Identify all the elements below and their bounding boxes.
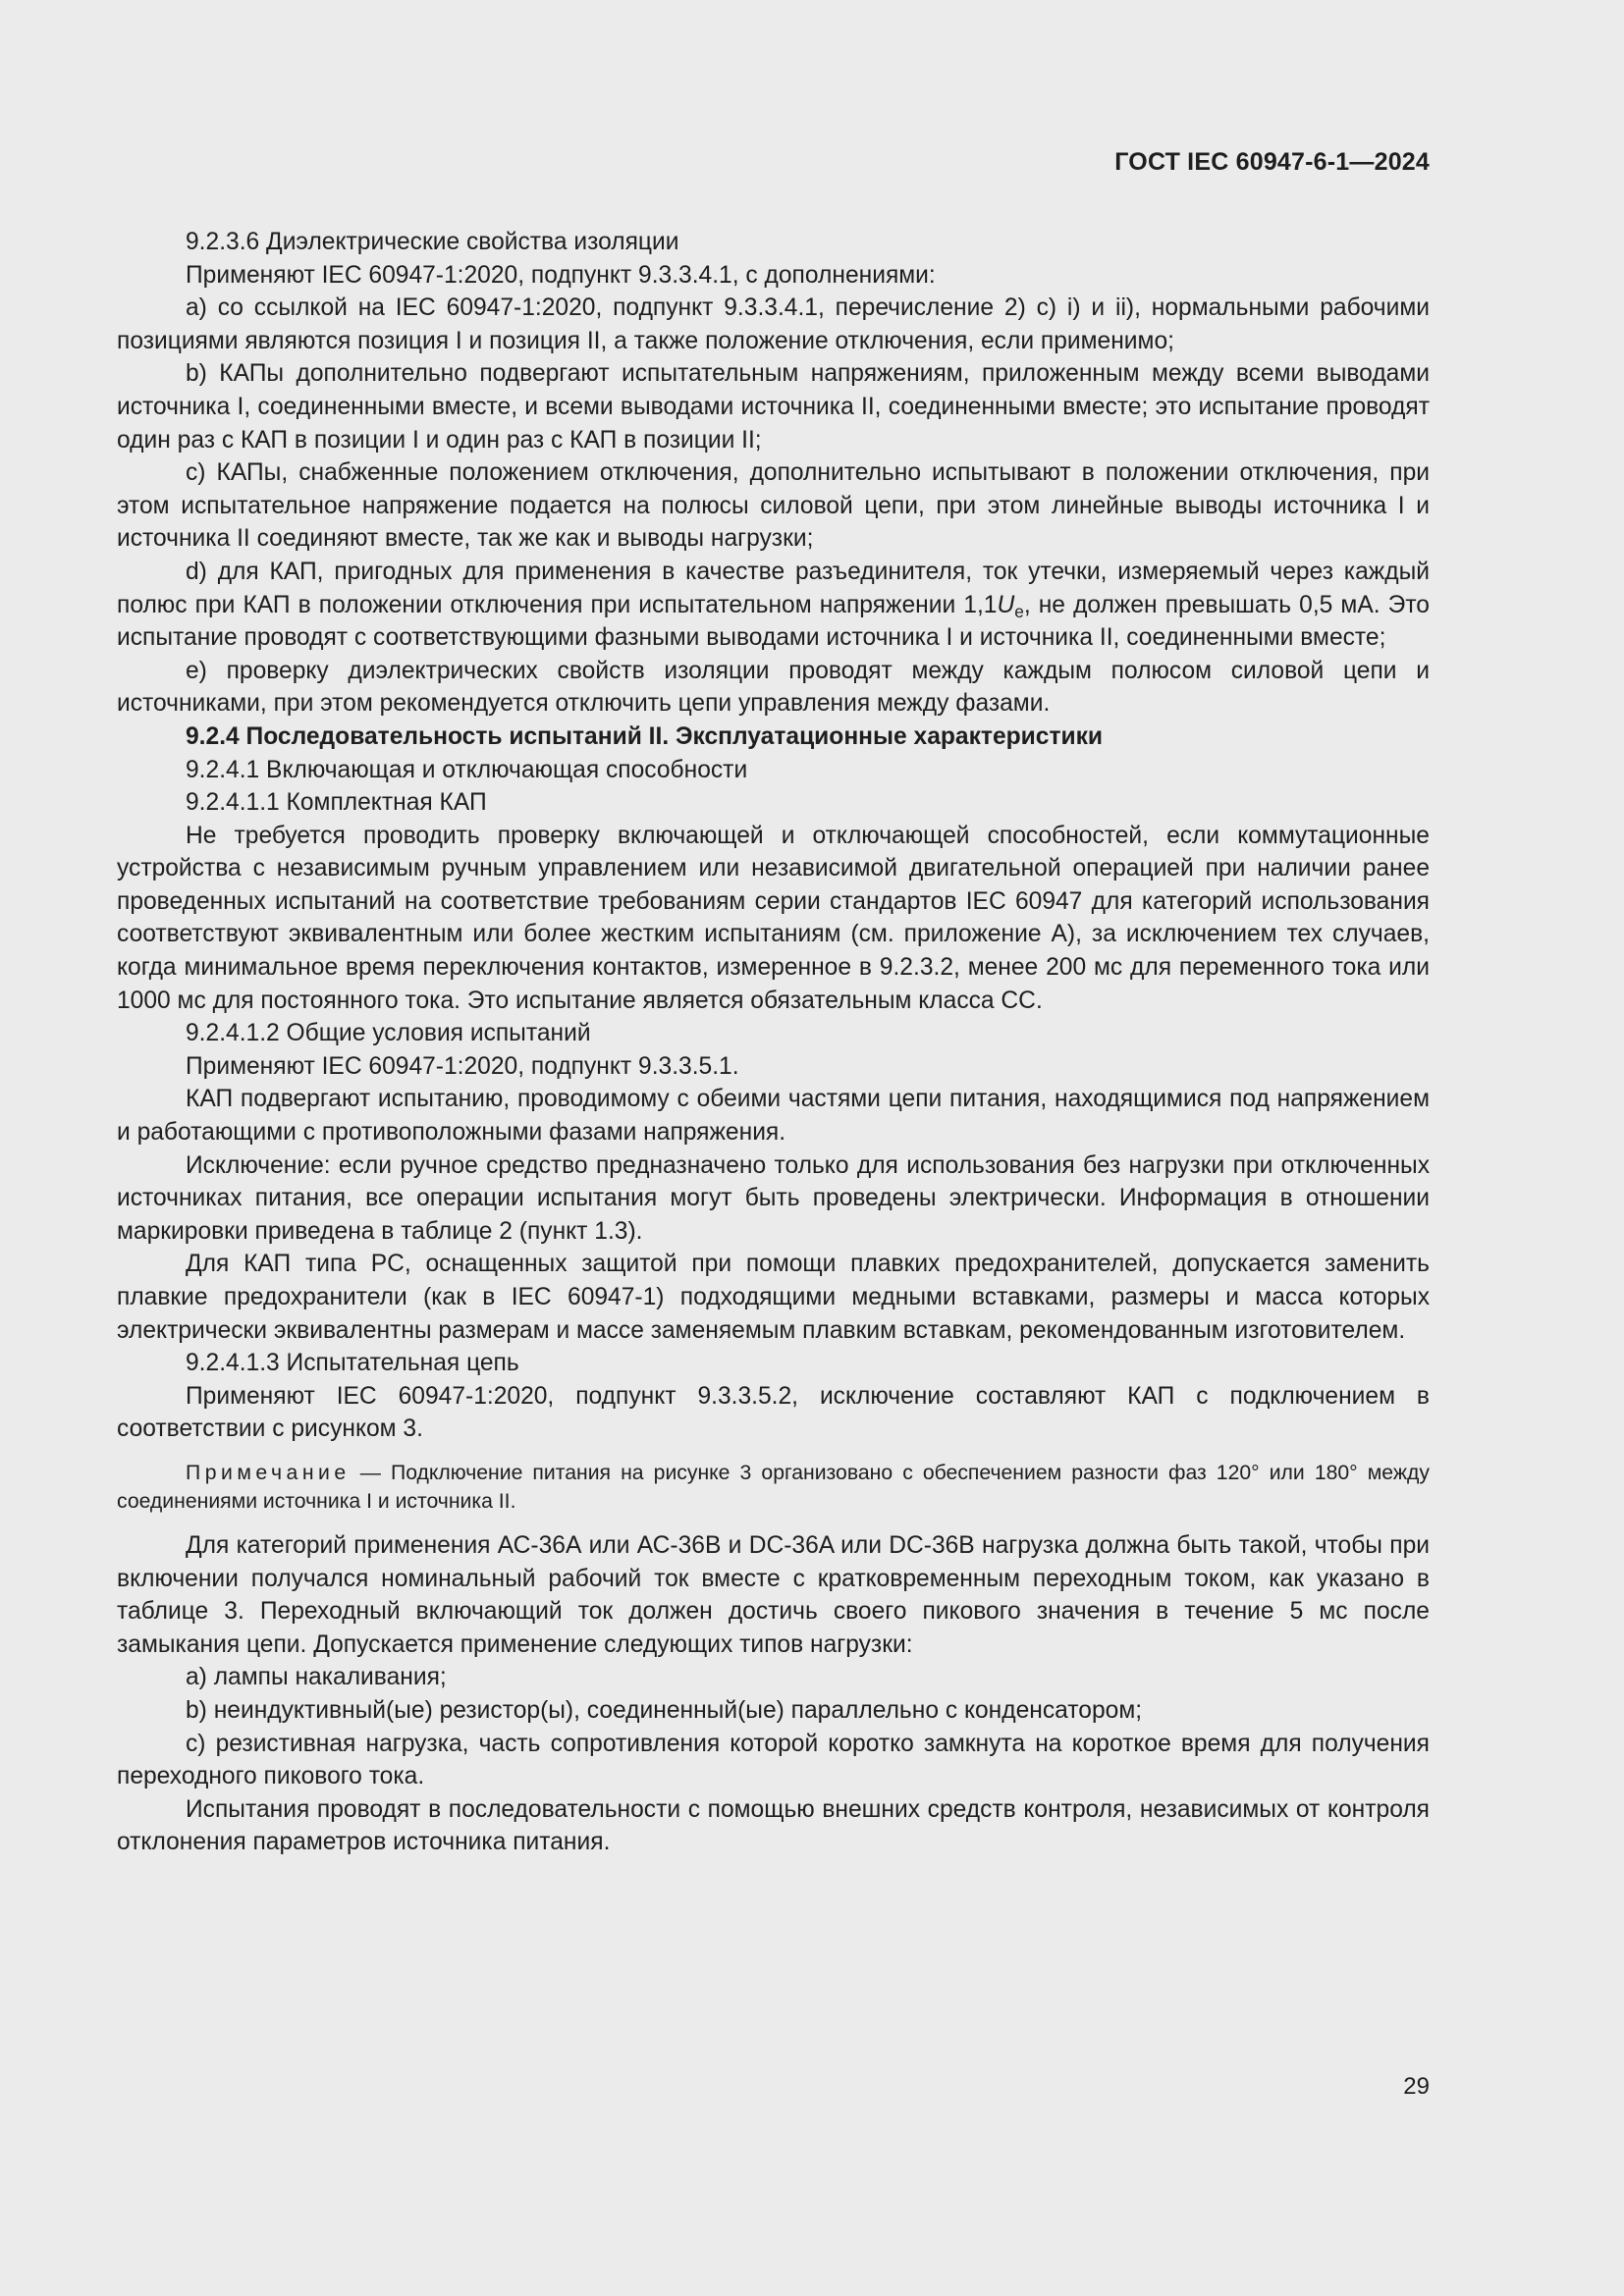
paragraph: Исключение: если ручное средство предназначено только для использования без нагрузки при отключенных источниках питания, все операции испытания могут быть проведены электрически. Информация в отношении маркировки приведена в таблице 2 (пункт 1.3). (117, 1151, 1430, 1245)
clause-heading-9-2-4-1-3: 9.2.4.1.3 Испытательная цепь (186, 1350, 519, 1377)
list-item-e: e) проверку диэлектрических свойств изоляции проводят между каждым полюсом силовой цепи и источниками, при этом рекомендуется отключить цепи управления между фазами. (117, 657, 1430, 718)
paragraph: Применяют IEC 60947-1:2020, подпункт 9.3.3.5.2, исключение составляют КАП с подключением в соответствии с рисунком 3. (117, 1382, 1430, 1443)
document-code-header: ГОСТ IEC 60947-6-1—2024 (1114, 148, 1430, 176)
clause-heading-9-2-4-1: 9.2.4.1 Включающая и отключающая способности (186, 756, 748, 783)
paragraph: Применяют IEC 60947-1:2020, подпункт 9.3.3.5.1. (186, 1052, 739, 1080)
paragraph: Применяют IEC 60947-1:2020, подпункт 9.3.3.4.1, с дополнениями: (186, 261, 936, 289)
paragraph: КАП подвергают испытанию, проводимому с обеими частями цепи питания, находящимися под напряжением и работающими с противоположными фазами напряжения. (117, 1086, 1430, 1147)
clause-heading-9-2-4-1-1: 9.2.4.1.1 Комплектная КАП (186, 789, 487, 817)
paragraph: Не требуется проводить проверку включающей и отключающей способностей, если коммутационные устройства с независимым ручным управлением или независимой двигательной операцией при наличии ранее проведенных испытаний на соответствие требованиям серии стандартов IEC 60947 для категорий использования соответствуют эквивалентным или более жестким испытаниям (см. приложение А), за исключением тех случаев, когда минимальное время переключения контактов, измеренное в 9.2.3.2, менее 200 мс для переменного тока или 1000 мс для постоянного тока. Это испытание является обязательным класса СС. (117, 822, 1430, 1014)
list-item-d-text-end: , не должен превышать 0,5 мА. Это испытание проводят с соответствующими фазными выводами источника I и источника II, соединенными вместе; (117, 591, 1430, 652)
paragraph: Испытания проводят в последовательности с помощью внешних средств контроля, независимых от контроля отклонения параметров источника питания. (117, 1795, 1430, 1856)
voltage-symbol: U (997, 591, 1015, 618)
list-item-d (117, 556, 1430, 655)
load-list-item-b: b) неиндуктивный(ые) резистор(ы), соединенный(ые) параллельно с конденсатором; (186, 1696, 1143, 1724)
list-item-b: b) КАПы дополнительно подвергают испытательным напряжениям, приложенным между всеми выводами источника I, соединенными вместе, и всеми выводами источника II, соединенными вместе; это испытание проводят один раз с КАП в позиции I и один раз с КАП в позиции II; (117, 360, 1430, 454)
note-label: Примечание (186, 1461, 351, 1484)
list-item-a: a) со ссылкой на IEC 60947-1:2020, подпункт 9.3.3.4.1, перечисление 2) с) i) и ii), нормальными рабочими позициями являются позиция I и позиция II, а также положение отключения, если применимо; (117, 294, 1430, 354)
page-number: 29 (1403, 2073, 1430, 2100)
paragraph: Для КАП типа PC, оснащенных защитой при помощи плавких предохранителей, допускается заменить плавкие предохранители (как в IEC 60947-1) подходящими медными вставками, размеры и масса которых электрически эквивалентны размерам и массе заменяемым плавким вставкам, рекомендованным изготовителем. (117, 1251, 1430, 1344)
section-heading-9-2-4: 9.2.4 Последовательность испытаний II. Эксплуатационные характеристики (186, 722, 1104, 750)
note (117, 1459, 1430, 1516)
list-item-d-text-start: d) для КАП, пригодных для применения в качестве разъединителя, ток утечки, измеряемый через каждый полюс при КАП в положении отключения при испытательном напряжении 1,1 (117, 558, 1430, 618)
clause-heading-9-2-3-6: 9.2.3.6 Диэлектрические свойства изоляции (186, 229, 679, 255)
note-text: — Подключение питания на рисунке 3 организовано с обеспечением разности фаз 120° или 180° между соединениями источника I и источника II. (117, 1461, 1430, 1513)
clause-heading-9-2-4-1-2: 9.2.4.1.2 Общие условия испытаний (186, 1020, 591, 1047)
load-list-item-a: a) лампы накаливания; (186, 1664, 447, 1691)
load-list-item-c: c) резистивная нагрузка, часть сопротивления которой коротко замкнута на короткое время для получения переходного пикового тока. (117, 1730, 1430, 1790)
voltage-subscript: e (1014, 601, 1024, 621)
paragraph: Для категорий применения АС-36А или АС-36В и DC-36A или DC-36B нагрузка должна быть такой, чтобы при включении получался номинальный рабочий ток вместе с кратковременным переходным током, как указано в таблице 3. Переходный включающий ток должен достичь своего пикового значения в течение 5 мс после замыкания цепи. Допускается применение следующих типов нагрузки: (117, 1531, 1430, 1658)
document-body (117, 226, 1430, 1859)
list-item-c: c) КАПы, снабженные положением отключения, дополнительно испытывают в положении отключения, при этом испытательное напряжение подается на полюсы силовой цепи, при этом линейные выводы источника I и источника II соединяют вместе, так же как и выводы нагрузки; (117, 459, 1430, 553)
